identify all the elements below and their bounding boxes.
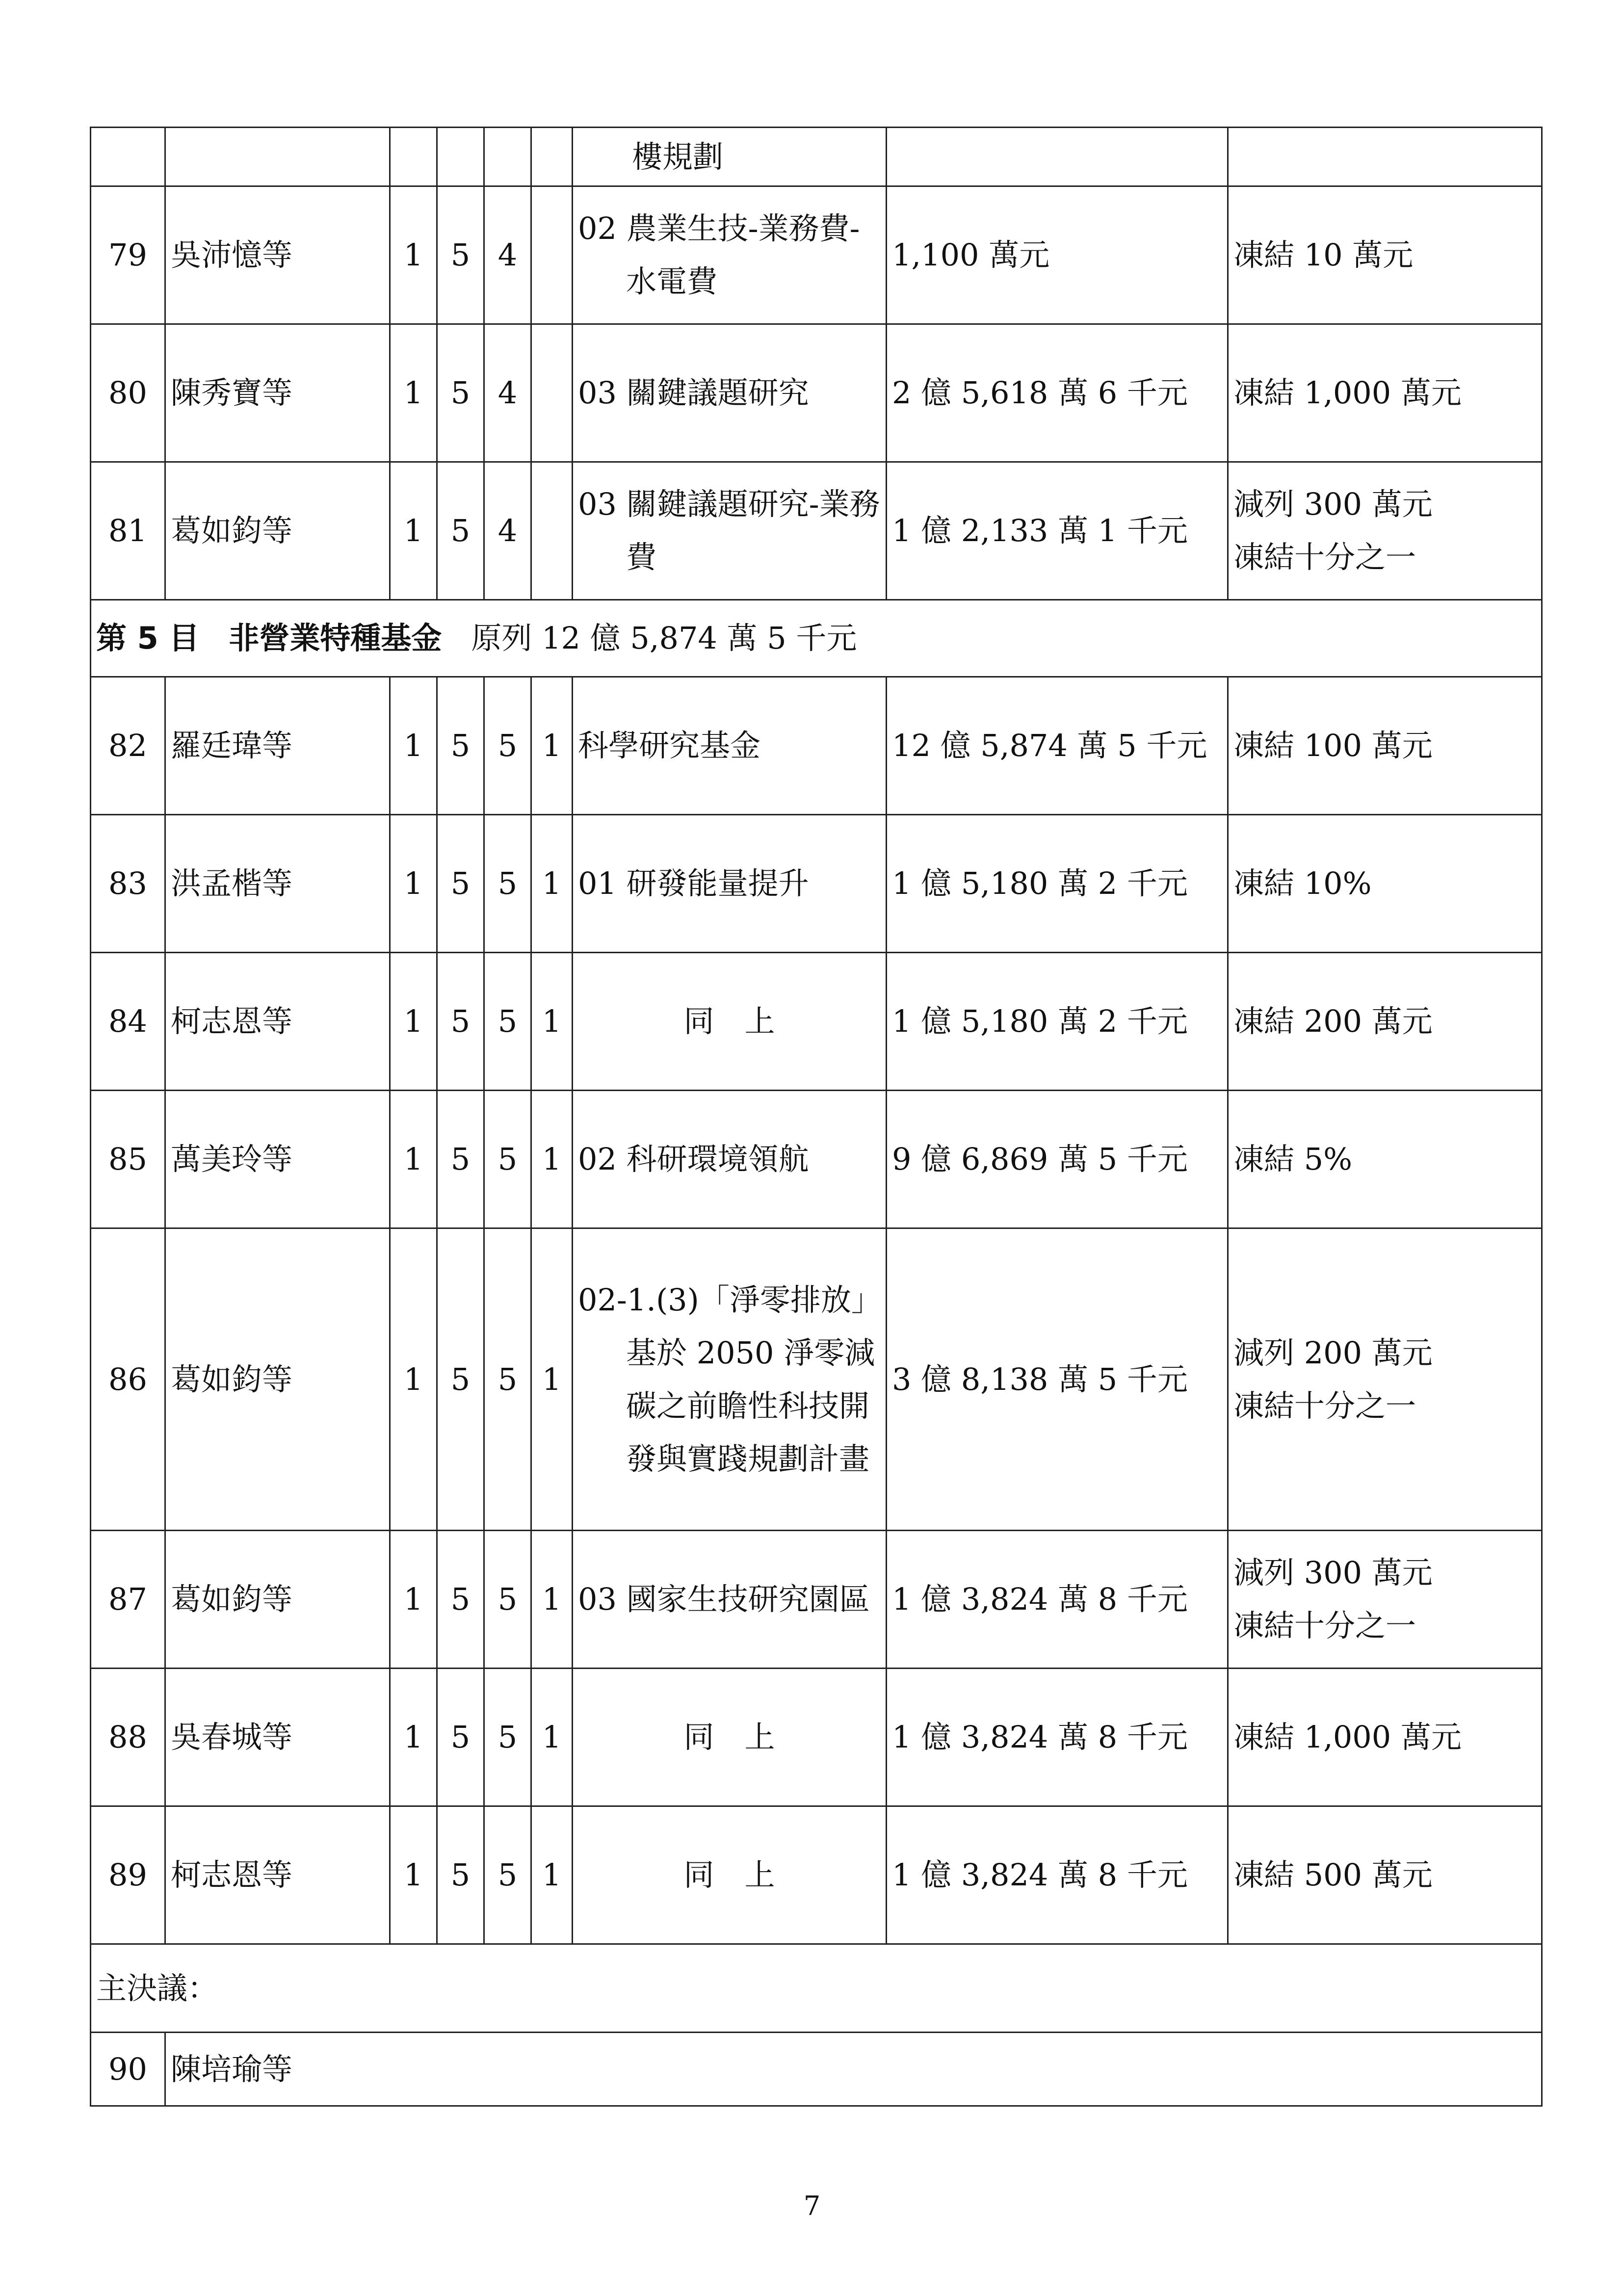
proposer: 葛如鈞等 [165, 1228, 390, 1531]
budget-item-text: 03 國家生技研究園區 [578, 1581, 870, 1617]
code-2: 5 [437, 1228, 484, 1531]
amount: 2 億 5,618 萬 6 千元 [887, 324, 1228, 462]
code-1 [390, 128, 437, 186]
code-3 [484, 128, 531, 186]
code-1: 1 [390, 462, 437, 600]
proposer: 吳沛憶等 [165, 186, 390, 324]
row-number: 87 [91, 1531, 165, 1669]
code-3: 5 [484, 815, 531, 953]
table-row [91, 324, 1542, 462]
row-number: 89 [91, 1806, 165, 1944]
code-3: 5 [484, 1669, 531, 1806]
code-4: 1 [531, 1669, 573, 1806]
resolution-action: 凍結 1,000 萬元 [1228, 324, 1542, 462]
page-number: 7 [803, 2191, 821, 2221]
code-3: 5 [484, 677, 531, 815]
amount: 1 億 3,824 萬 8 千元 [887, 1669, 1228, 1806]
table-row [91, 2033, 1542, 2106]
row-number: 81 [91, 462, 165, 600]
budget-item-same-as-above: 同 上 [573, 1806, 887, 1944]
resolution-action: 凍結 10% [1228, 815, 1542, 953]
resolution-action-text: 減列 300 萬元 凍結十分之一 [1233, 1555, 1433, 1644]
proposer: 柯志恩等 [165, 953, 390, 1091]
budget-item [573, 1228, 887, 1531]
code-3: 4 [484, 462, 531, 600]
budget-item-text: 樓規劃 [632, 138, 724, 175]
resolution-action [1228, 128, 1542, 186]
code-1: 1 [390, 677, 437, 815]
budget-item [573, 815, 887, 953]
proposer: 陳秀寶等 [165, 324, 390, 462]
budget-item [573, 462, 887, 600]
table-row [91, 1806, 1542, 1944]
code-3: 5 [484, 953, 531, 1091]
table-row [91, 1531, 1542, 1669]
budget-item-text: 03 關鍵議題研究 [578, 375, 809, 411]
budget-item [573, 1091, 887, 1228]
row-number: 80 [91, 324, 165, 462]
table-row [91, 462, 1542, 600]
code-2: 5 [437, 1806, 484, 1944]
code-4 [531, 324, 573, 462]
row-number: 86 [91, 1228, 165, 1531]
code-4: 1 [531, 1228, 573, 1531]
table-row [91, 953, 1542, 1091]
code-4: 1 [531, 677, 573, 815]
code-3: 5 [484, 1531, 531, 1669]
code-4: 1 [531, 1091, 573, 1228]
budget-item [573, 677, 887, 815]
budget-item-text: 01 研發能量提升 [578, 865, 809, 901]
code-4: 1 [531, 815, 573, 953]
code-3: 4 [484, 324, 531, 462]
code-2: 5 [437, 1091, 484, 1228]
code-2: 5 [437, 1531, 484, 1669]
code-2: 5 [437, 324, 484, 462]
code-1: 1 [390, 1806, 437, 1944]
code-2 [437, 128, 484, 186]
budget-item-text: 科學研究基金 [578, 728, 761, 763]
row-number [91, 128, 165, 186]
budget-item-text: 02 農業生技-業務費-水電費 [578, 210, 860, 299]
section-original-amount: 原列 12 億 5,874 萬 5 千元 [471, 620, 857, 656]
code-4: 1 [531, 1806, 573, 1944]
amount: 1 億 5,180 萬 2 千元 [887, 815, 1228, 953]
resolution-action-text: 減列 300 萬元 凍結十分之一 [1233, 486, 1433, 575]
budget-item [573, 324, 887, 462]
row-number: 79 [91, 186, 165, 324]
section-label: 第 5 目 [96, 620, 200, 656]
code-2: 5 [437, 1669, 484, 1806]
code-4 [531, 186, 573, 324]
resolution-action [1228, 1531, 1542, 1669]
section-header-row [91, 600, 1542, 677]
code-2: 5 [437, 677, 484, 815]
amount: 1 億 5,180 萬 2 千元 [887, 953, 1228, 1091]
table-row [91, 128, 1542, 186]
budget-item-text: 02-1.(3)「淨零排放」基於 2050 淨零減碳之前瞻性科技開發與實踐規劃計畫 [578, 1281, 875, 1477]
proposer: 陳培瑜等 [165, 2033, 1542, 2106]
code-1: 1 [390, 815, 437, 953]
proposer: 葛如鈞等 [165, 462, 390, 600]
table-row [91, 1669, 1542, 1806]
amount: 3 億 8,138 萬 5 千元 [887, 1228, 1228, 1531]
budget-item-text: 02 科研環境領航 [578, 1141, 809, 1177]
row-number: 88 [91, 1669, 165, 1806]
row-number: 84 [91, 953, 165, 1091]
resolution-action [1228, 462, 1542, 600]
main-resolution-row [91, 1944, 1542, 2033]
code-4 [531, 462, 573, 600]
code-1: 1 [390, 953, 437, 1091]
code-3: 4 [484, 186, 531, 324]
amount [887, 128, 1228, 186]
row-number: 90 [91, 2033, 165, 2106]
main-resolution-heading: 主決議： [91, 1944, 1542, 2033]
code-1: 1 [390, 1669, 437, 1806]
resolution-action: 凍結 500 萬元 [1228, 1806, 1542, 1944]
resolution-action-text: 減列 200 萬元 凍結十分之一 [1233, 1334, 1433, 1424]
code-3: 5 [484, 1806, 531, 1944]
code-1: 1 [390, 324, 437, 462]
proposer [165, 128, 390, 186]
resolution-action: 凍結 200 萬元 [1228, 953, 1542, 1091]
code-1: 1 [390, 186, 437, 324]
amount: 9 億 6,869 萬 5 千元 [887, 1091, 1228, 1228]
proposer: 羅廷瑋等 [165, 677, 390, 815]
proposer: 柯志恩等 [165, 1806, 390, 1944]
resolution-action: 凍結 100 萬元 [1228, 677, 1542, 815]
budget-item [573, 186, 887, 324]
budget-item-same-as-above: 同 上 [573, 953, 887, 1091]
row-number: 83 [91, 815, 165, 953]
proposer: 葛如鈞等 [165, 1531, 390, 1669]
amount: 1,100 萬元 [887, 186, 1228, 324]
amount: 12 億 5,874 萬 5 千元 [887, 677, 1228, 815]
code-2: 5 [437, 186, 484, 324]
amount: 1 億 2,133 萬 1 千元 [887, 462, 1228, 600]
budget-item [573, 1531, 887, 1669]
table-row [91, 677, 1542, 815]
table-row [91, 1091, 1542, 1228]
budget-item-text: 03 關鍵議題研究-業務費 [578, 486, 880, 575]
table-row [91, 186, 1542, 324]
code-2: 5 [437, 953, 484, 1091]
code-3: 5 [484, 1228, 531, 1531]
amount: 1 億 3,824 萬 8 千元 [887, 1531, 1228, 1669]
proposer: 吳春城等 [165, 1669, 390, 1806]
amount: 1 億 3,824 萬 8 千元 [887, 1806, 1228, 1944]
code-1: 1 [390, 1091, 437, 1228]
code-1: 1 [390, 1531, 437, 1669]
row-number: 82 [91, 677, 165, 815]
code-1: 1 [390, 1228, 437, 1531]
section-name: 非營業特種基金 [229, 620, 442, 656]
proposer: 萬美玲等 [165, 1091, 390, 1228]
code-4: 1 [531, 953, 573, 1091]
resolution-action: 凍結 1,000 萬元 [1228, 1669, 1542, 1806]
section-header [91, 600, 1542, 677]
row-number: 85 [91, 1091, 165, 1228]
code-3: 5 [484, 1091, 531, 1228]
budget-item [573, 128, 887, 186]
code-2: 5 [437, 815, 484, 953]
resolution-action: 凍結 5% [1228, 1091, 1542, 1228]
code-4: 1 [531, 1531, 573, 1669]
code-2: 5 [437, 462, 484, 600]
table-row [91, 1228, 1542, 1531]
code-4 [531, 128, 573, 186]
budget-proposal-table [90, 127, 1543, 2107]
table-row [91, 815, 1542, 953]
budget-item-same-as-above: 同 上 [573, 1669, 887, 1806]
resolution-action: 凍結 10 萬元 [1228, 186, 1542, 324]
resolution-action [1228, 1228, 1542, 1531]
proposer: 洪孟楷等 [165, 815, 390, 953]
